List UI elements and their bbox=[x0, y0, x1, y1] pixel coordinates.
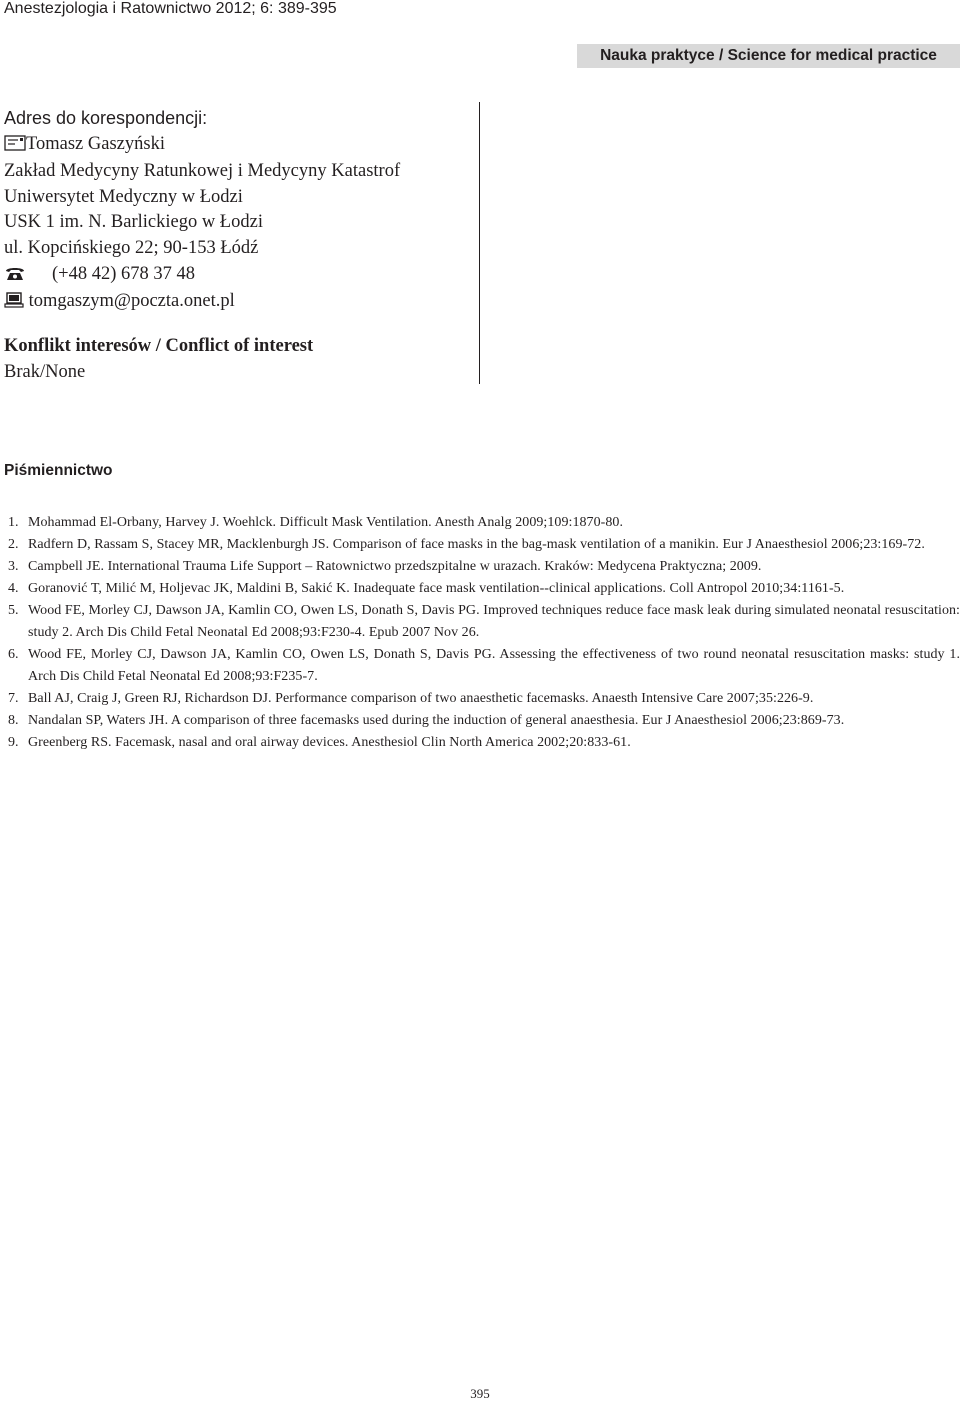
section-banner: Nauka praktyce / Science for medical practice bbox=[577, 44, 960, 68]
correspondence-email[interactable]: tomgaszym@poczta.onet.pl bbox=[28, 291, 235, 312]
references-list bbox=[8, 512, 960, 754]
reference-item: 1. Mohammad El-Orbany, Harvey J. Woehlck. Difficult Mask Ventilation. Anesth Analg 2009;109:1870-80. bbox=[8, 515, 624, 530]
correspondence-email-line bbox=[4, 289, 474, 317]
conflict-title: Konflikt interesów / Conflict of interest bbox=[4, 336, 314, 356]
reference-item: 4. Goranović T, Milić M, Holjevac JK, Maldini B, Sakić K. Inadequate face mask ventilation--clinical applications. Coll Antropol 2010;34:1161-5. bbox=[8, 581, 845, 596]
correspondence-phone-line bbox=[4, 262, 474, 290]
phone-icon bbox=[4, 264, 26, 290]
correspondence-name: Tomasz Gaszyński bbox=[26, 133, 165, 154]
correspondence-name-line bbox=[4, 132, 474, 160]
references-heading: Piśmiennictwo bbox=[4, 462, 113, 479]
correspondence-hospital: USK 1 im. N. Barlickiego w Łodzi bbox=[4, 212, 263, 233]
reference-item: 2. Radfern D, Rassam S, Stacey MR, Macklenburgh JS. Comparison of face masks in the bag-mask ventilation of a manikin. Eur J Anaesthesiol 2006;23:169-72. bbox=[8, 537, 925, 552]
reference-item: 8. Nandalan SP, Waters JH. A comparison of three facemasks used during the induction of general anaesthesia. Eur J Anaesthesiol 2006;23:869-73. bbox=[8, 713, 845, 728]
correspondence-university: Uniwersytet Medyczny w Łodzi bbox=[4, 186, 243, 207]
reference-item: 3. Campbell JE. International Trauma Life Support – Ratownictwo przedszpitalne w urazach. Kraków: Medycena Praktyczna; 2009. bbox=[8, 559, 762, 574]
envelope-icon bbox=[4, 134, 26, 160]
reference-item: 6. Wood FE, Morley CJ, Dawson JA, Kamlin CO, Owen LS, Donath S, Davis PG. Assessing the effectiveness of two round neonatal resuscitation masks: study 1. Arch Dis Child Fetal Neonatal Ed 2008;93:F235-7. bbox=[8, 647, 960, 684]
reference-item: 9. Greenberg RS. Facemask, nasal and oral airway devices. Anesthesiol Clin North America 2002;20:833-61. bbox=[8, 735, 631, 750]
page-number: 395 bbox=[470, 1386, 490, 1401]
reference-item: 7. Ball AJ, Craig J, Green RJ, Richardson DJ. Performance comparison of two anaesthetic facemasks. Anaesth Intensive Care 2007;35:226-9. bbox=[8, 691, 814, 706]
computer-icon bbox=[4, 291, 24, 317]
reference-item: 5. Wood FE, Morley CJ, Dawson JA, Kamlin CO, Owen LS, Donath S, Davis PG. Improved techniques reduce face mask leak during simulated neonatal resuscitation: study 2. Arch Dis Child Fetal Neonatal Ed 2008;93:F230-4. Epub 2007 Nov 26. bbox=[8, 603, 960, 640]
correspondence-dept: Zakład Medycyny Ratunkowej i Medycyny Katastrof bbox=[4, 161, 401, 182]
journal-header: Anestezjologia i Ratownictwo 2012; 6: 389-395 bbox=[4, 0, 337, 17]
correspondence-block bbox=[4, 106, 474, 317]
column-divider bbox=[479, 102, 480, 384]
correspondence-phone: (+48 42) 678 37 48 bbox=[52, 263, 196, 284]
correspondence-heading: Adres do korespondencji: bbox=[4, 108, 208, 128]
correspondence-street: ul. Kopcińskiego 22; 90-153 Łódź bbox=[4, 237, 259, 258]
conflict-value: Brak/None bbox=[4, 362, 86, 382]
conflict-of-interest bbox=[4, 333, 313, 385]
